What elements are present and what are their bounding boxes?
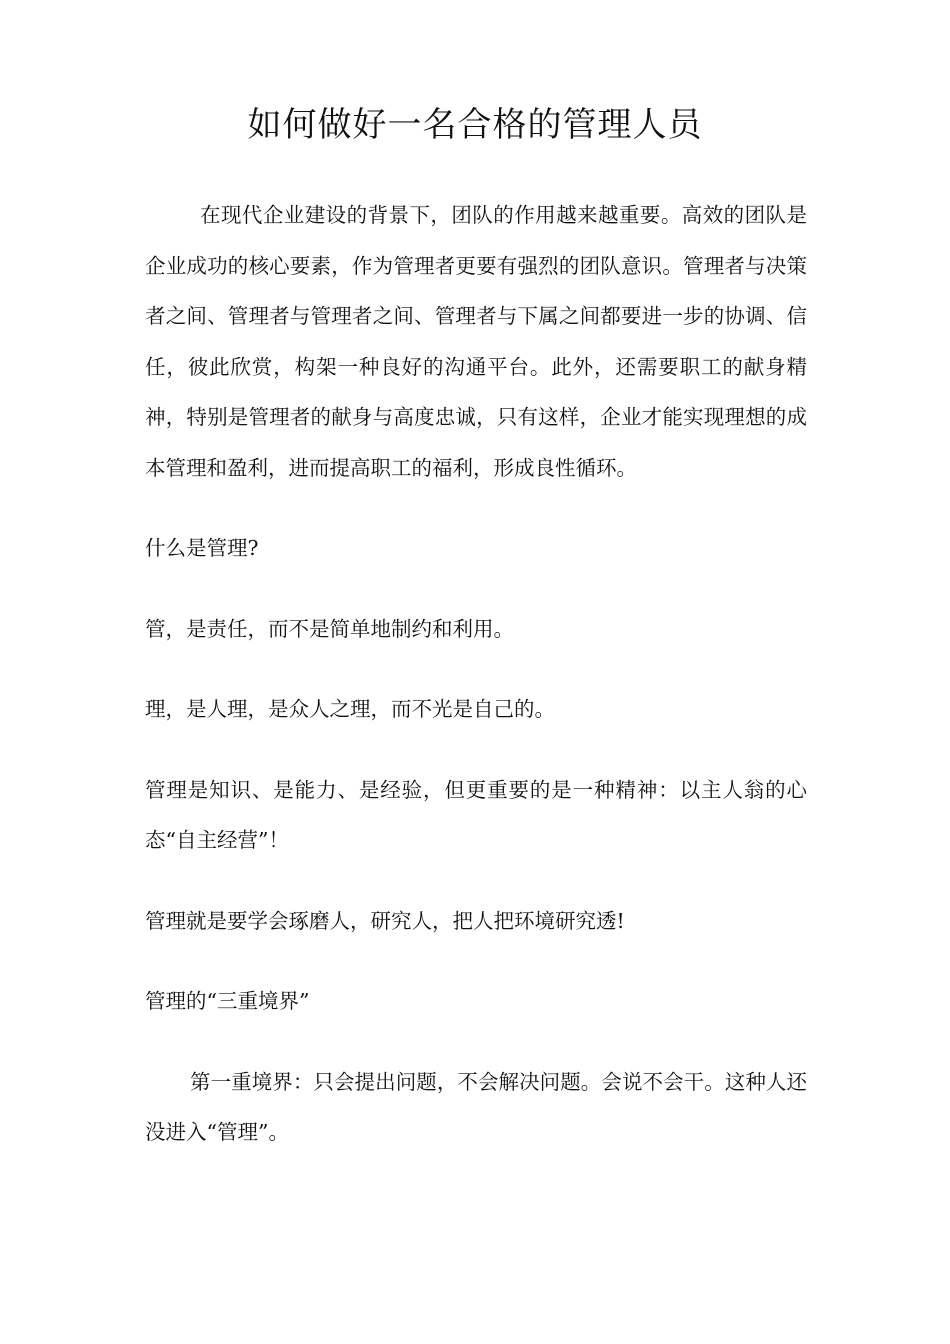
management-spirit-paragraph: 管理是知识、是能力、是经验，但更重要的是一种精神：以主人翁的心态“自主经营”！ bbox=[145, 777, 807, 852]
question-what-is-management: 什么是管理? bbox=[145, 536, 259, 560]
management-study-people: 管理就是要学会琢磨人，研究人，把人把环境研究透! bbox=[145, 908, 625, 933]
three-realms-heading: 管理的“三重境界” bbox=[145, 989, 310, 1013]
definition-guan: 管，是责任，而不是简单地制约和利用。 bbox=[145, 616, 514, 641]
document-body bbox=[145, 190, 807, 1158]
intro-paragraph: 在现代企业建设的背景下，团队的作用越来越重要。高效的团队是企业成功的核心要素，作为管理者更要有强烈的团队意识。管理者与决策者之间、管理者与管理者之间、管理者与下属之间都要进一步的协调、信任，彼此欣赏，构架一种良好的沟通平台。此外，还需要职工的献身精神，特别是管理者的献身与高度忠诚，只有这样，企业才能实现理想的成本管理和盈利，进而提高职工的福利，形成良性循环。 bbox=[145, 203, 807, 480]
first-realm-paragraph: 第一重境界：只会提出问题，不会解决问题。会说不会干。这种人还没进入“管理”。 bbox=[145, 1069, 807, 1144]
document-title: 如何做好一名合格的管理人员 bbox=[247, 105, 703, 145]
definition-li: 理，是人理，是众人之理，而不光是自己的。 bbox=[145, 697, 555, 721]
